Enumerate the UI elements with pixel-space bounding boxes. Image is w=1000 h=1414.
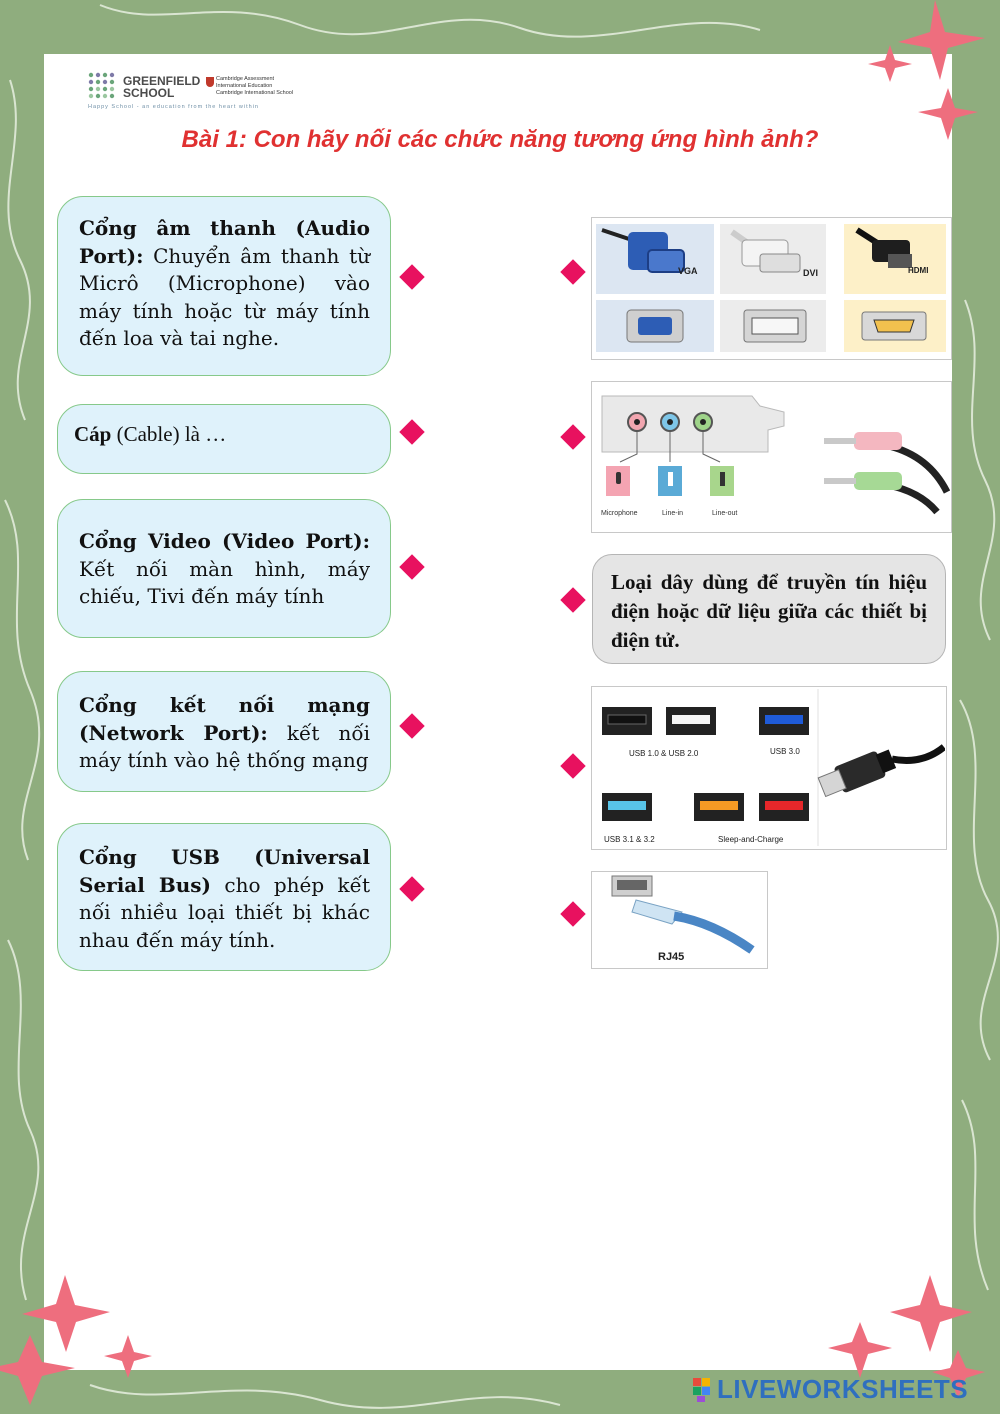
label-hdmi: HDMI	[908, 266, 929, 275]
item-cable[interactable]	[57, 404, 391, 474]
label-usb-3-0: USB 3.0	[770, 747, 800, 756]
label-line-in: Line-in	[662, 510, 684, 517]
liveworksheets-blocks-icon	[693, 1378, 711, 1402]
school-name-line2: SCHOOL	[123, 86, 175, 100]
liveworksheets-logo[interactable]	[693, 1374, 993, 1406]
item-network-port-bold: Cổng kết nối mạng (Network Port):	[79, 693, 370, 745]
audio-ports-illustration	[592, 382, 950, 531]
label-microphone: Microphone	[601, 510, 638, 517]
school-name-line1: GREENFIELD	[123, 74, 201, 88]
label-rj45: RJ45	[658, 951, 685, 963]
rj45-image	[591, 871, 768, 969]
audio-ports-image	[591, 381, 952, 533]
school-logo	[88, 72, 303, 112]
usb-ports-image	[591, 686, 947, 850]
label-sleep-charge: Sleep-and-Charge	[718, 835, 784, 844]
item-usb-port[interactable]	[57, 823, 391, 971]
label-usb-1-2: USB 1.0 & USB 2.0	[629, 749, 699, 758]
item-usb-port-text: cho phép kết nối nhiều loại thiết bị khác nhau đến máy tính.	[79, 872, 370, 952]
item-network-port-text: kết nối máy tính vào hệ thống mạng	[79, 720, 370, 772]
cambridge-line1: Cambridge Assessment	[216, 76, 275, 82]
label-vga: VGA	[678, 266, 698, 276]
label-line-out: Line-out	[712, 510, 738, 517]
label-dvi: DVI	[803, 268, 819, 278]
liveworksheets-text: LIVEWORKSHEETS	[717, 1374, 969, 1404]
label-usb-3-1: USB 3.1 & 3.2	[604, 835, 655, 844]
cambridge-line2: International Education	[216, 83, 273, 89]
item-audio-port[interactable]	[57, 196, 391, 376]
video-ports-illustration	[592, 218, 950, 358]
cambridge-shield-icon	[206, 77, 214, 87]
item-audio-port-bold: Cổng âm thanh (Audio Port):	[79, 216, 370, 268]
exercise-title: Bài 1: Con hãy nối các chức năng tương ứng hình ảnh?	[181, 126, 819, 153]
school-tagline: Happy School - an education from the heart within	[88, 104, 259, 110]
item-cable-bold: Cáp	[74, 422, 112, 446]
item-video-port-text: Kết nối màn hình, máy chiếu, Tivi đến máy tính	[79, 556, 370, 608]
usb-ports-illustration	[592, 687, 945, 848]
school-name	[123, 75, 203, 99]
item-audio-port-text: Chuyển âm thanh từ Micrô (Microphone) vào máy tính hoặc từ máy tính đến loa và tai nghe.	[79, 243, 370, 350]
item-cable-text: (Cable) là …	[111, 422, 227, 446]
definition-text-box[interactable]: Loại dây dùng để truyền tín hiệu điện hoặc dữ liệu giữa các thiết bị điện tử.	[592, 554, 946, 664]
cambridge-text	[216, 76, 306, 97]
cambridge-line3: Cambridge International School	[216, 90, 294, 96]
item-usb-port-bold: Cổng USB (Universal Serial Bus)	[79, 845, 370, 897]
item-network-port[interactable]	[57, 671, 391, 792]
video-ports-image	[591, 217, 952, 360]
logo-dots-icon	[88, 72, 118, 102]
item-video-port-bold: Cổng Video (Video Port):	[79, 529, 370, 553]
item-video-port[interactable]	[57, 499, 391, 638]
